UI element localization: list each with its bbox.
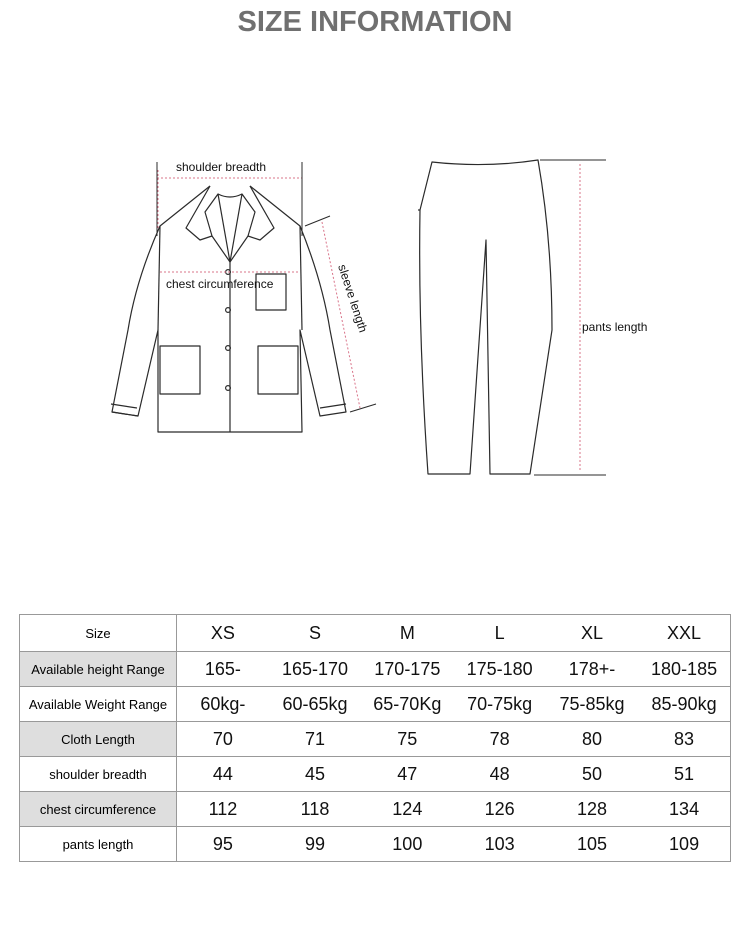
row-label: Available Weight Range (20, 687, 177, 722)
size-header-cell: M (361, 615, 453, 652)
table-cell: 85-90kg (638, 687, 730, 722)
table-cell: 48 (453, 757, 545, 792)
table-cell: 178+- (546, 652, 638, 687)
table-row (20, 757, 731, 792)
size-table (19, 614, 731, 862)
size-header-cell: XXL (638, 615, 730, 652)
table-cell: 100 (361, 827, 453, 862)
pants-illustration (418, 160, 552, 474)
table-cell: 170-175 (361, 652, 453, 687)
size-header-cell: S (269, 615, 361, 652)
table-cell: 118 (269, 792, 361, 827)
table-cell: 99 (269, 827, 361, 862)
table-cell: 165- (177, 652, 269, 687)
table-cell: 70-75kg (453, 687, 545, 722)
table-cell: 175-180 (453, 652, 545, 687)
table-row (20, 687, 731, 722)
size-header-row (20, 615, 731, 652)
table-cell: 109 (638, 827, 730, 862)
table-row (20, 722, 731, 757)
row-label: Cloth Length (20, 722, 177, 757)
size-header-cell: XS (177, 615, 269, 652)
table-cell: 60-65kg (269, 687, 361, 722)
jacket-illustration (111, 186, 346, 432)
row-label: pants length (20, 827, 177, 862)
table-cell: 71 (269, 722, 361, 757)
row-label: chest circumference (20, 792, 177, 827)
table-cell: 78 (453, 722, 545, 757)
size-header-label: Size (20, 615, 177, 652)
table-cell: 124 (361, 792, 453, 827)
table-cell: 95 (177, 827, 269, 862)
table-cell: 80 (546, 722, 638, 757)
table-cell: 45 (269, 757, 361, 792)
table-row (20, 652, 731, 687)
shoulder-breadth-label: shoulder breadth (176, 160, 267, 174)
table-cell: 126 (453, 792, 545, 827)
table-cell: 105 (546, 827, 638, 862)
table-cell: 103 (453, 827, 545, 862)
table-cell: 128 (546, 792, 638, 827)
table-cell: 75 (361, 722, 453, 757)
size-header-cell: XL (546, 615, 638, 652)
table-cell: 180-185 (638, 652, 730, 687)
chest-circumference-label: chest circumference (166, 277, 274, 291)
table-row (20, 827, 731, 862)
table-cell: 51 (638, 757, 730, 792)
table-cell: 75-85kg (546, 687, 638, 722)
sleeve-length-label: sleeve length (335, 262, 371, 335)
table-cell: 50 (546, 757, 638, 792)
table-cell: 60kg- (177, 687, 269, 722)
row-label: Available height Range (20, 652, 177, 687)
table-cell: 165-170 (269, 652, 361, 687)
table-cell: 47 (361, 757, 453, 792)
pants-length-label: pants length (582, 320, 648, 334)
table-cell: 112 (177, 792, 269, 827)
table-cell: 134 (638, 792, 730, 827)
row-label: shoulder breadth (20, 757, 177, 792)
page-title: SIZE INFORMATION (237, 6, 513, 38)
table-cell: 44 (177, 757, 269, 792)
table-cell: 65-70Kg (361, 687, 453, 722)
size-header-cell: L (453, 615, 545, 652)
table-cell: 83 (638, 722, 730, 757)
table-row (20, 792, 731, 827)
table-cell: 70 (177, 722, 269, 757)
